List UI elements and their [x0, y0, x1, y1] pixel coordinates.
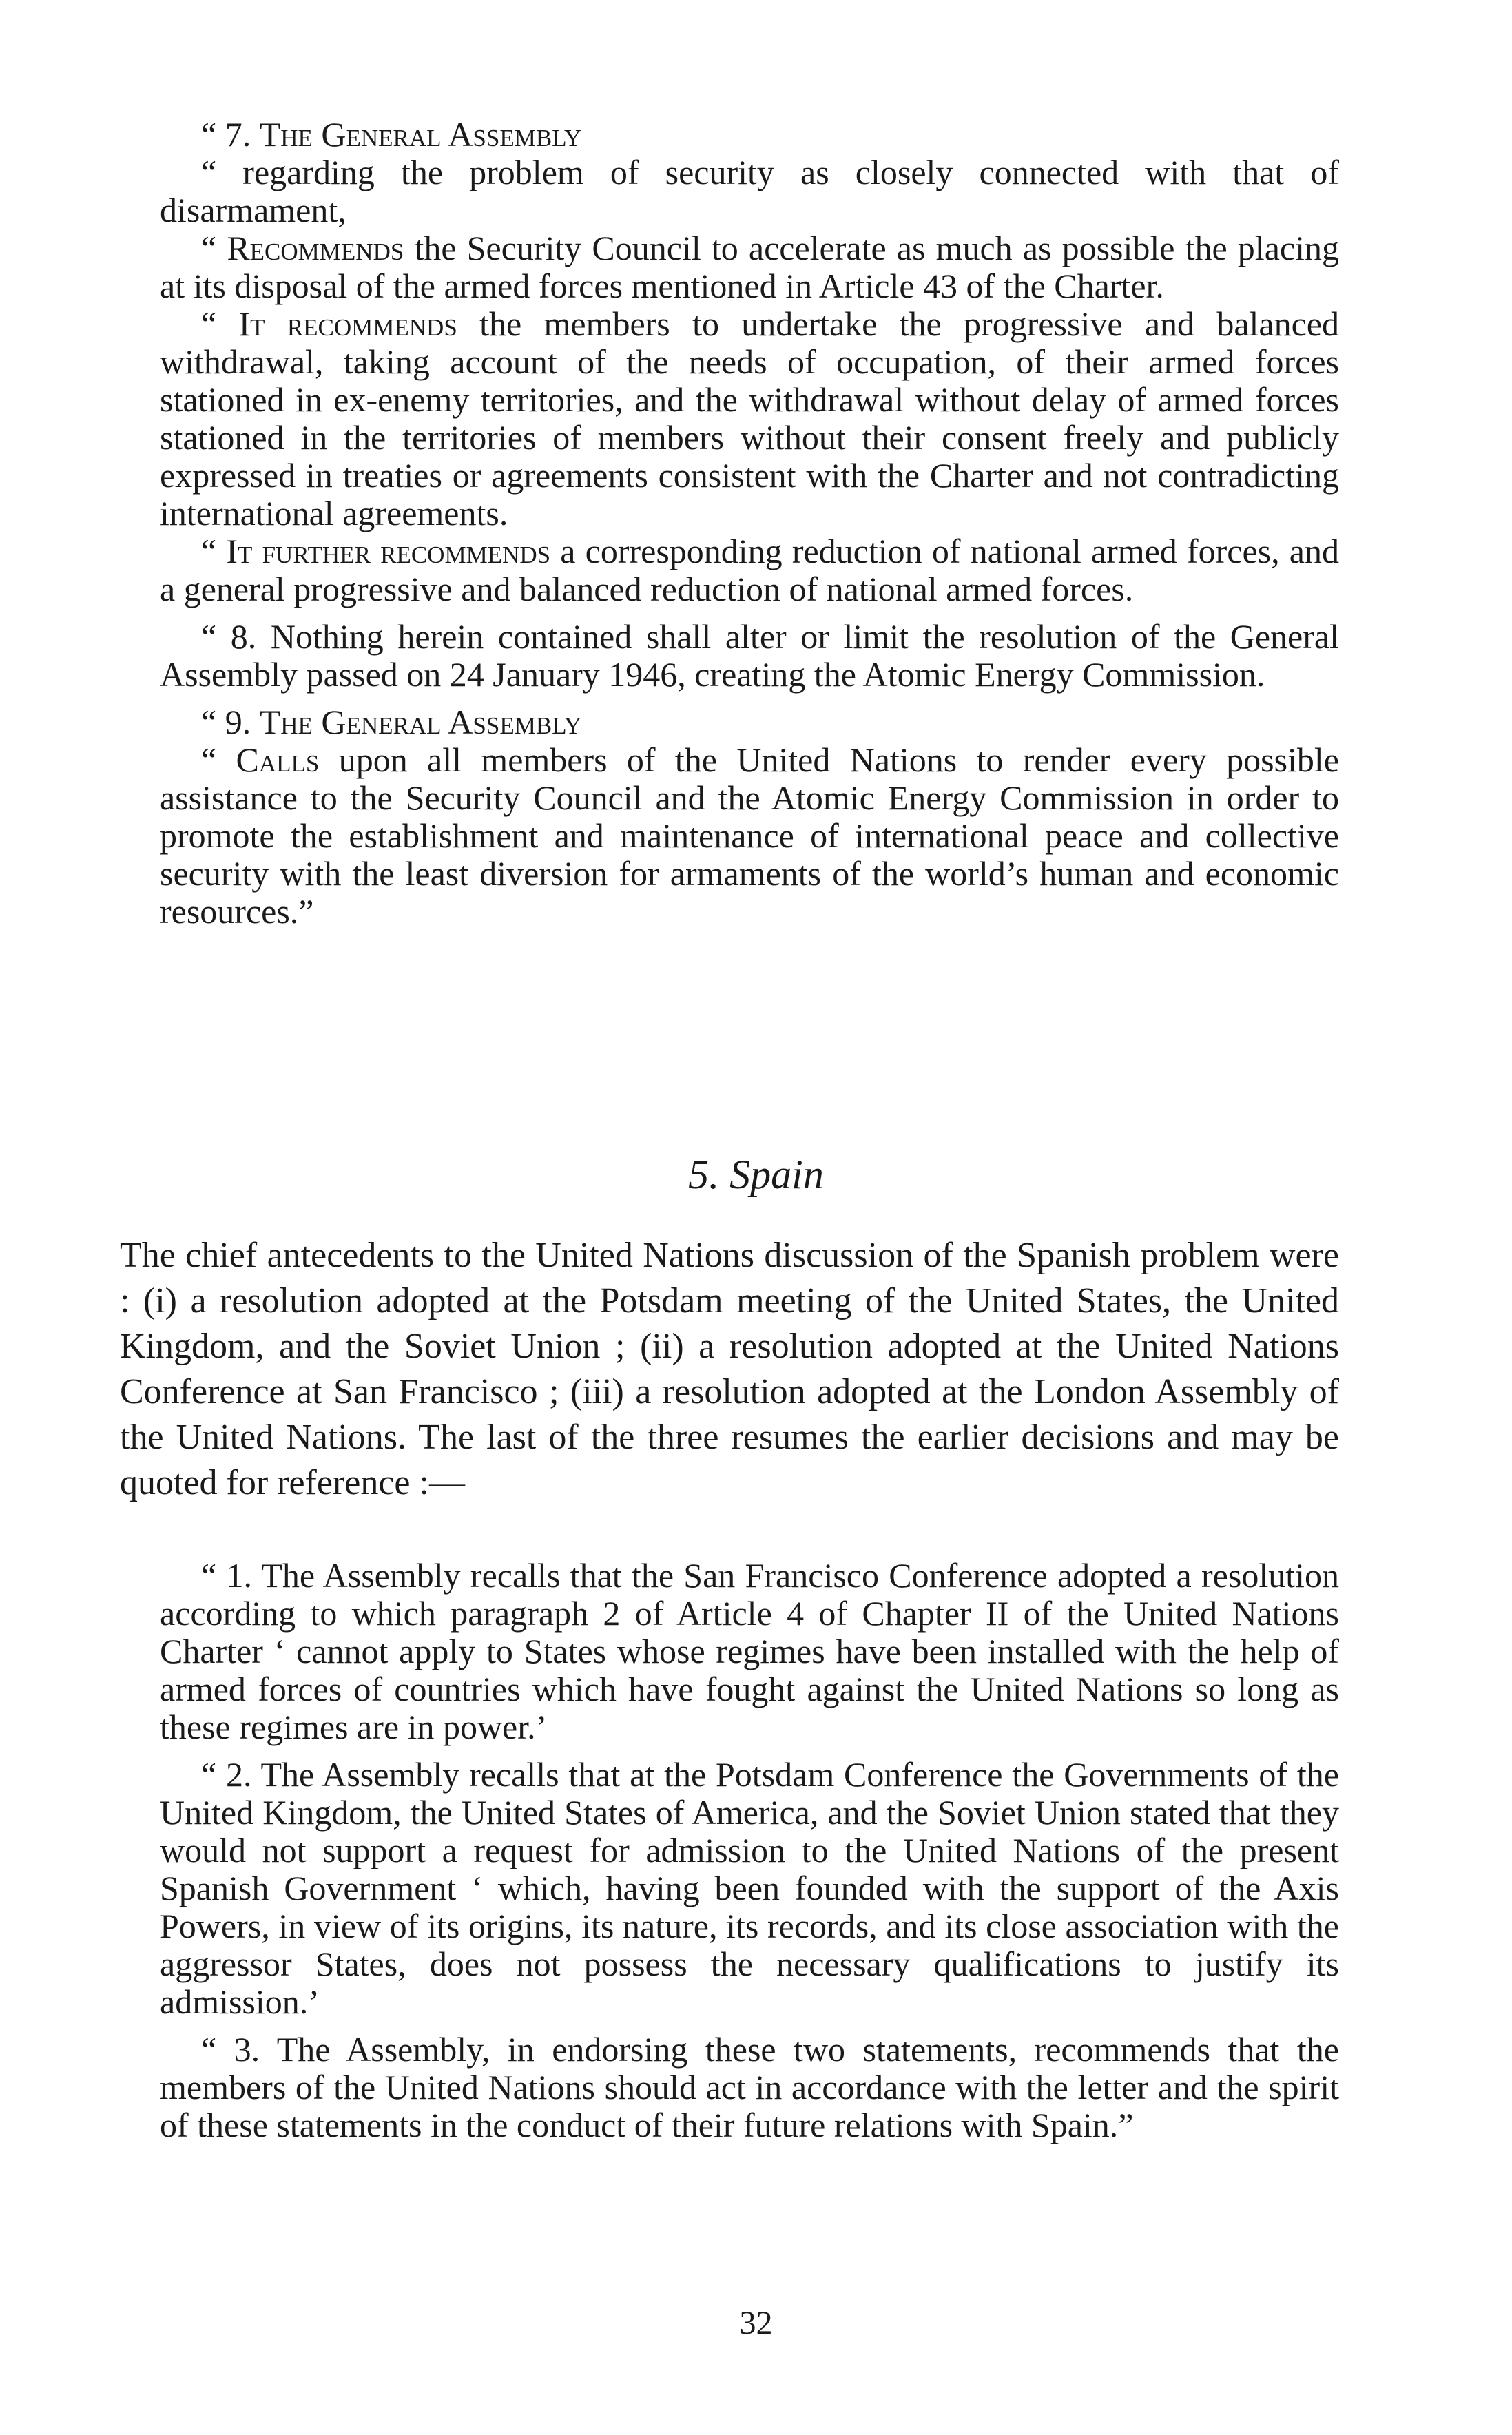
- quote-paragraph-3: “ 3. The Assembly, in endorsing these two statements, recommends that the members of the United Nations should act in accordance with the letter and the spirit of these statements in the conduct of their future relations with Spain.”: [160, 2030, 1339, 2144]
- section-heading: 5. Spain: [688, 1152, 824, 1197]
- quote-paragraph-2: “ 2. The Assembly recalls that at the Potsdam Conference the Governments of the United Kingdom, the United States of America, and the Soviet Union stated that they would not support a request for admission to the United Nations of the present Spanish Government ‘ which, having been founded with the support of the Axis Powers, in view of its origins, its nature, its records, and its close association with the aggressor States, does not possess the necessary qualifications to justify its admission.’: [160, 1755, 1339, 2021]
- paragraph-7-heading: “ 7. The General Assembly: [201, 115, 582, 154]
- paragraph-it-recommends: “ It recommends the members to undertake the progressive and balanced withdrawal, taking account of the needs of occupation, of their armed forces stationed in ex-enemy territories, and the withdrawal without delay of armed forces stationed in the territories of members without their consent freely and publicly expressed in treaties or agreements consistent with the Charter and not contradicting international agreements.: [160, 304, 1339, 532]
- paragraph-8: “ 8. Nothing herein contained shall alter or limit the resolution of the General Assembly passed on 24 January 1946, creating the Atomic Energy Commission.: [160, 617, 1339, 694]
- quoted-resolution: [160, 1557, 1339, 2144]
- paragraph-9-heading: “ 9. The General Assembly: [201, 703, 582, 741]
- resolution-continued: [160, 116, 1339, 931]
- page-number: 32: [739, 2305, 773, 2341]
- paragraph-recommends: “ Recommends the Security Council to accelerate as much as possible the placing at its disposal of the armed forces mentioned in Article 43 of the Charter.: [160, 229, 1339, 305]
- paragraph-calls: “ Calls upon all members of the United Nations to render every possible assistance to the Security Council and the Atomic Energy Commission in order to promote the establishment and maintenance of international peace and collective security with the least diversion for armaments of the world’s human and economic resources.”: [160, 740, 1340, 931]
- section-intro: The chief antecedents to the United Nations discussion of the Spanish problem were : (i) a resolution adopted at the Potsdam meeting of the United States, the United Kingdom, and the Soviet Union ; (ii) a resolution adopted at the United Nations Conference at San Francisco ; (iii) a resolution adopted at the London Assembly of the United Nations. The last of the three resumes the earlier decisions and may be quoted for reference :—: [120, 1236, 1339, 1502]
- quote-paragraph-1: “ 1. The Assembly recalls that the San Francisco Conference adopted a resolution according to which paragraph 2 of Article 4 of Chapter II of the United Nations Charter ‘ cannot apply to States whose regimes have been installed with the help of armed forces of countries which have fought against the United Nations so long as these regimes are in power.’: [160, 1556, 1339, 1746]
- paragraph-it-further-recommends: “ It further recommends a corresponding reduction of national armed forces, and a general progressive and balanced reduction of national armed forces.: [160, 532, 1339, 608]
- paragraph-regarding: “ regarding the problem of security as closely connected with that of disarmament,: [160, 153, 1339, 229]
